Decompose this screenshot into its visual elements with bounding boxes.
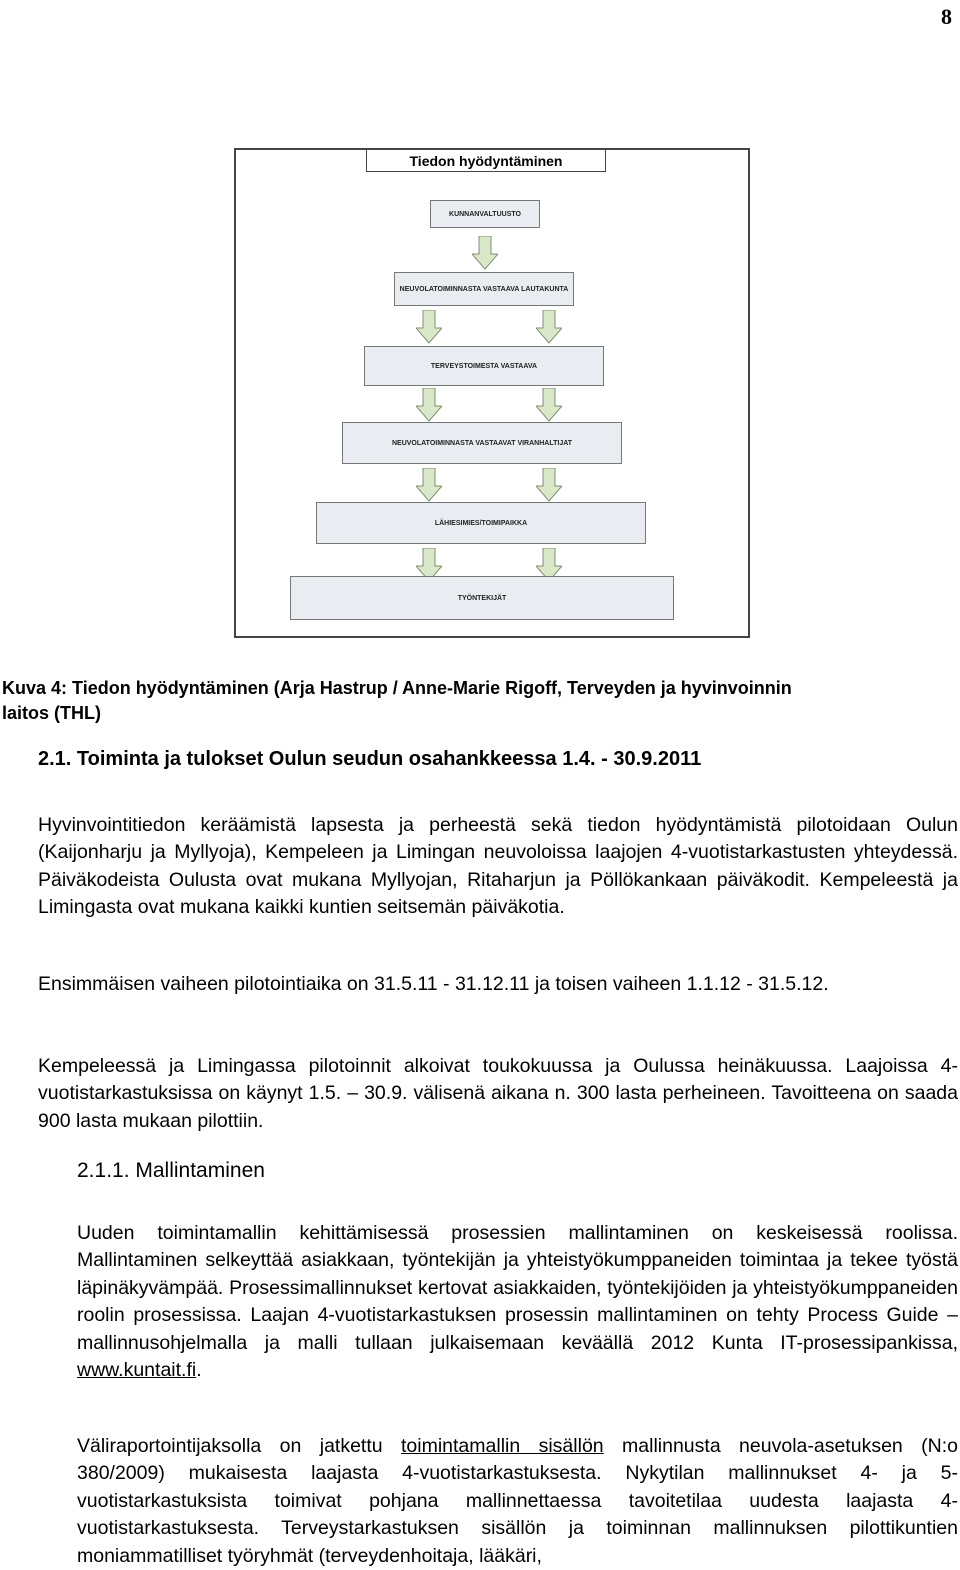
level-officials: NEUVOLATOIMINNASTA VASTAAVAT VIRANHALTIJAT <box>342 422 622 464</box>
paragraph-2: Ensimmäisen vaiheen pilotointiaika on 31.5.11 - 31.12.11 ja toisen vaiheen 1.1.12 - 31.5.12. <box>38 973 829 995</box>
paragraph-4 <box>77 1220 958 1384</box>
caption-line-1: Kuva 4: Tiedon hyödyntäminen (Arja Hastrup / Anne-Marie Rigoff, Terveyden ja hyvinvoinnin <box>2 678 792 698</box>
figure-title: Tiedon hyödyntäminen <box>366 150 606 172</box>
down-arrow-icon <box>416 388 442 422</box>
section-heading: 2.1. Toiminta ja tulokset Oulun seudun osahankkeessa 1.4. - 30.9.2011 <box>38 748 702 770</box>
down-arrow-icon <box>416 468 442 502</box>
down-arrow-icon <box>536 310 562 344</box>
paragraph-1: Hyvinvointitiedon keräämistä lapsesta ja perheestä sekä tiedon hyödyntämistä pilotoidaan Oulun (Kaijonharju ja Myllyoja), Kempeleen ja Limingan neuvoloissa laajojen 4-vuotistarkastusten yhteydessä. Päiväkodeista Oulusta ovat mukana Myllyojan, Ritaharjun ja Pöllökankaan päiväkodit. Kempeleestä ja Limingasta ovat mukana kaikki kuntien seitsemän päiväkotia. <box>38 814 958 919</box>
paragraph-3: Kempeleessä ja Limingassa pilotoinnit alkoivat toukokuussa ja Oulussa heinäkuussa. Laajoissa 4-vuotistarkastuksissa on käynyt 1.5. – 30.9. välisenä aikana n. 300 lasta perheineen. Tavoitteena on saada 900 lasta mukaan pilottiin. <box>38 1055 958 1132</box>
toimintamalli-link[interactable]: toimintamallin sisällön <box>401 1435 604 1457</box>
subsection-heading: 2.1.1. Mallintaminen <box>77 1159 265 1182</box>
page-number: 8 <box>941 4 952 29</box>
down-arrow-icon <box>536 468 562 502</box>
hierarchy-figure <box>234 148 750 638</box>
level-board: NEUVOLATOIMINNASTA VASTAAVA LAUTAKUNTA <box>394 272 574 306</box>
level-employees: TYÖNTEKIJÄT <box>290 576 674 620</box>
paragraph-4-end: . <box>196 1359 202 1382</box>
paragraph-5 <box>77 1433 958 1570</box>
level-municipal-council: KUNNANVALTUUSTO <box>430 200 540 228</box>
kuntait-link[interactable]: www.kuntait.fi <box>77 1359 197 1382</box>
level-supervisor: LÄHIESIMIES/TOIMIPAIKKA <box>316 502 646 544</box>
down-arrow-icon <box>536 388 562 422</box>
down-arrow-icon <box>416 310 442 344</box>
paragraph-4-text: Uuden toimintamallin kehittämisessä prosessien mallintaminen on keskeisessä roolissa. Mallintaminen selkeyttää asiakkaan, työntekijän ja yhteistyökumppaneiden toimintaa ja tekee työstä läpinäkyvämpää. Prosessimallinnukset kertovat asiakkaiden, työntekijöiden ja yhteistyökumppaneiden roolin prosessissa. Laajan 4-vuotistarkastuksen prosessin mallintaminen on tehty Process Guide – mallinnusohjelmalla ja malli tullaan julkaisemaan keväällä 2012 Kunta IT-prosessipankissa, <box>77 1222 958 1354</box>
caption-line-2: laitos (THL) <box>2 703 101 723</box>
level-health-director: TERVEYSTOIMESTA VASTAAVA <box>364 346 604 386</box>
figure-caption <box>2 676 958 726</box>
paragraph-5-rest: mallinnusta neuvola-asetuksen (N:o 380/2009) mukaisesta laajasta 4-vuotistarkastuksesta. Nykytilan mallinnukset 4- ja 5- vuotistarkastuksista toimivat pohjana mallinnettaessa tavoitetilaa uudesta laajasta 4- vuotistarkastuksesta. Terveystarkastuksen sisällön ja toiminnan mallinnuksen pilottikuntien moniammatilliset työryhmät (terveydenhoitaja, lääkäri, <box>77 1435 958 1567</box>
paragraph-5-start: Väliraportointijaksolla on jatkettu <box>77 1435 401 1457</box>
down-arrow-icon <box>472 236 498 270</box>
